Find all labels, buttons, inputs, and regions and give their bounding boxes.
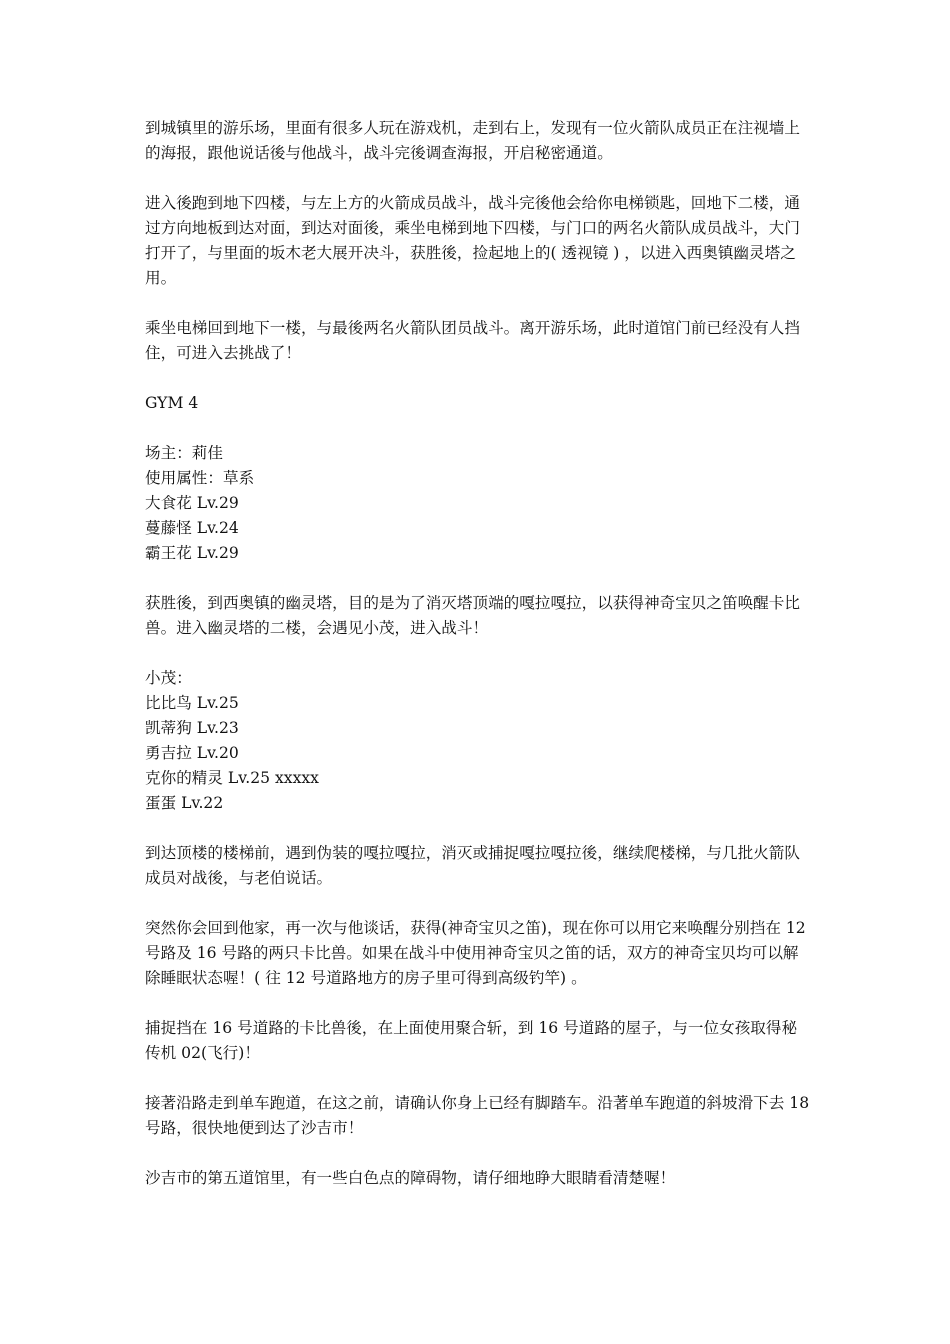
rival-pokemon-line: 克你的精灵 Lv.25 xxxxx [145, 769, 319, 787]
rival-pokemon-line: 凯蒂狗 Lv.23 [145, 719, 239, 737]
gym-leader-block [145, 441, 810, 566]
paragraph-fifth-gym: 沙吉市的第五道馆里，有一些白色点的障碍物，请仔细地睁大眼睛看清楚喔！ [145, 1169, 676, 1187]
gym-leader-line: 场主：莉佳 [145, 444, 223, 462]
paragraph-poke-flute: 突然你会回到他家，再一次与他谈话，获得(神奇宝贝之笛)，现在你可以用它来唤醒分别挡在 12 号路及 16 号路的两只卡比兽。如果在战斗中使用神奇宝贝之笛的话，双方的神奇宝贝均可以解除睡眠状态喔！( 往 12 号道路地方的房子里可得到高级钓竿) 。 [145, 919, 806, 987]
paragraph-game-corner: 到城镇里的游乐场，里面有很多人玩在游戏机，走到右上，发现有一位火箭队成员正在注视墙上的海报，跟他说话後与他战斗，战斗完後调查海报，开启秘密通道。 [145, 119, 800, 162]
paragraph-tower-top: 到达顶楼的楼梯前，遇到伪装的嘎拉嘎拉，消灭或捕捉嘎拉嘎拉後，继续爬楼梯，与几批火箭队成员对战後，与老伯说话。 [145, 844, 800, 887]
paragraph-leave-game-corner: 乘坐电梯回到地下一楼，与最後两名火箭队团员战斗。离开游乐场，此时道馆门前已经没有人挡住，可进入去挑战了！ [145, 319, 800, 362]
gym-type-line: 使用属性：草系 [145, 469, 255, 487]
gym-pokemon-line: 大食花 Lv.29 [145, 494, 239, 512]
paragraph-cycling-road: 接著沿路走到单车跑道，在这之前，请确认你身上已经有脚踏车。沿著单车跑道的斜坡滑下去 18 号路，很快地便到达了沙吉市！ [145, 1094, 810, 1137]
gym-heading: GYM 4 [145, 394, 199, 412]
rival-pokemon-line: 蛋蛋 Lv.22 [145, 794, 224, 812]
rival-name-line: 小茂： [145, 669, 192, 687]
rival-pokemon-line: 比比鸟 Lv.25 [145, 694, 239, 712]
rival-block [145, 666, 810, 816]
paragraph-after-gym: 获胜後，到西奥镇的幽灵塔，目的是为了消灭塔顶端的嘎拉嘎拉，以获得神奇宝贝之笛唤醒卡比兽。进入幽灵塔的二楼，会遇见小茂，进入战斗！ [145, 594, 800, 637]
rival-pokemon-line: 勇吉拉 Lv.20 [145, 744, 239, 762]
gym-pokemon-line: 霸王花 Lv.29 [145, 544, 239, 562]
gym-pokemon-line: 蔓藤怪 Lv.24 [145, 519, 239, 537]
paragraph-hideout: 进入後跑到地下四楼，与左上方的火箭成员战斗，战斗完後他会给你电梯锁匙，回地下二楼，通过方向地板到达对面，到达对面後，乘坐电梯到地下四楼，与门口的两名火箭队成员战斗，大门打开了，与里面的坂木老大展开决斗，获胜後，捡起地上的( 透视镜 ) ，以进入西奥镇幽灵塔之用。 [145, 194, 800, 287]
document-body [145, 116, 810, 1216]
paragraph-snorlax-route16: 捕捉挡在 16 号道路的卡比兽後，在上面使用聚合斩，到 16 号道路的屋子，与一位女孩取得秘传机 02(飞行)！ [145, 1019, 798, 1062]
